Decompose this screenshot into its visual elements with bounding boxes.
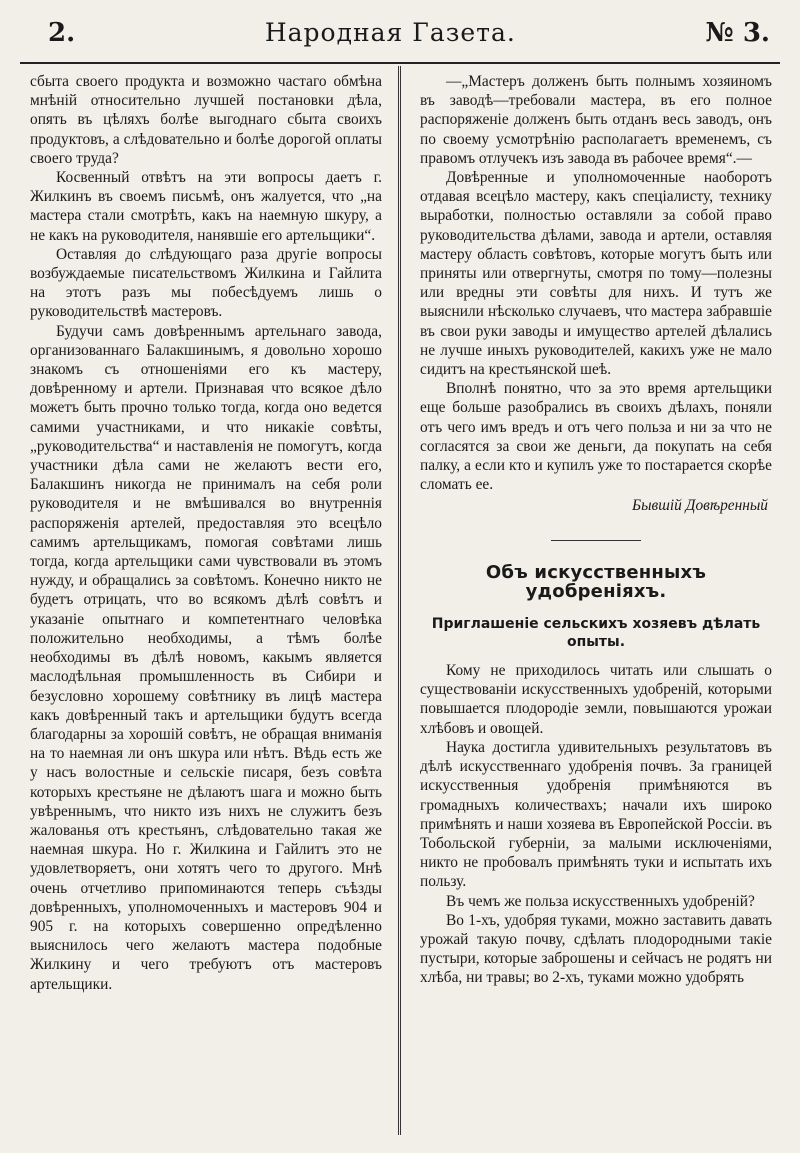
- column-divider: [398, 66, 401, 1135]
- author-signature: Бывшій Довѣренный: [632, 497, 768, 515]
- paragraph: сбыта своего продукта и возможно частаго обмѣна мнѣній относительно лучшей постановки дѣла, опять въ цѣляхъ болѣе выгоднаго сбыта своихъ продуктовъ, а слѣдовательно и болѣе дорогой оплаты своего труда?: [30, 73, 382, 167]
- paragraph: Будучи самъ довѣреннымъ артельнаго завода, организованнаго Балакшинымъ, я довольно хорошо знакомъ съ отношеніями его къ мастеру, довѣренному и артели. Признавая что всякое дѣло можетъ быть прочно только тогда, когда оно ведется самими участниками, и что никакіе совѣты, „руководительства“ и наставленія не помогутъ, когда участники дѣла сами не желаютъ вести его, Балакшинъ никогда не принималъ на себя роли руководителя и не вмѣшивался во внутреннія распоряженія артелей, предоставляя это всецѣло самимъ артельщикамъ, помогая совѣтами лишь тогда, когда артельщики сами чувствовали въ этомъ нужду, и обращались за совѣтомъ. Конечно никто не будетъ отрицать, что во всякомъ дѣлѣ совѣтъ и указаніе опытнаго и компетентнаго человѣка положительно необходимы, а тѣмъ болѣе необходимы въ дѣлѣ новомъ, какымъ является маслодѣльная промышленность въ Сибири и безусловно хорошему совѣтнику въ лицѣ мастера какъ довѣренный такъ и артельщики будутъ всегда благодарны за хорошій совѣтъ, не обращая вниманія на то наемная ли онъ шкура или нѣтъ. Вѣдь есть же у насъ волостные и сельскіе писаря, безъ совѣта которыхъ крестьяне не дѣлаютъ шага и можно быть увѣреннымъ, что никто изъ нихъ не служитъ безъ жалованья отъ крестьянъ, слѣдовательно такая же наемная шкура. Но г. Жилкина и Гайлитъ это не удовлетворяетъ, они хотятъ чего то другого. Мнѣ очень отчетливо припоминаются теперь съѣзды довѣренныхъ, уполномоченныхъ и мастеровъ 904 и 905 г. на которыхъ совершенно опредѣленно выяснилось чего желаютъ мастера подобные Жилкину и чего требуютъ отъ мастеровъ артельщики.: [30, 322, 382, 993]
- masthead-title: Народная Газета.: [264, 18, 516, 47]
- paragraph: Вполнѣ понятно, что за это время артельщики еще больше разобрались въ своихъ дѣлахъ, поняли отъ чего имъ вредъ и отъ чего польза и ни за что не согласятся за свои же деньги, да покупать на себя палку, а если кто и купилъ уже то постарается скорѣе сломать ее.: [420, 380, 772, 494]
- article-title: Объ искусственныхъ удобреніяхъ.: [485, 561, 707, 602]
- article-subtitle: Приглашеніе сельскихъ хозяевъ дѣлать опыты.: [431, 616, 761, 651]
- page-header: [20, 18, 780, 58]
- paragraph: Оставляя до слѣдующаго раза другіе вопросы возбуждаемые писательствомъ Жилкина и Гайлита на этотъ разъ мы побесѣдуемъ лишь о руководительствѣ мастеровъ.: [30, 245, 382, 321]
- header-rule: [20, 62, 780, 64]
- page-number: 2.: [48, 18, 76, 48]
- paragraph: Довѣренные и уполномоченные наоборотъ отдавая всецѣло мастеру, какъ спеціалисту, технику выработки, полностью оставляли за собой право руководительства дѣлами, завода и артели, оставляя мастеру область совѣтовъ, которые могутъ быть или приняты или отвергнуты, смотря по тому—полезны или вредны эти совѣты для нихъ. И тутъ же выяснили нѣсколько случаевъ, что мастера забравшіе въ свои руки заводы и имущество артелей дѣлались не лучше иныхъ руководителей, какихъ уже не мало сидитъ на крестьянской шеѣ.: [420, 169, 772, 379]
- left-column: [30, 72, 382, 994]
- right-column: [420, 72, 772, 988]
- article-separator: [551, 540, 641, 541]
- paragraph: Въ чемъ же польза искусственныхъ удобреній?: [446, 892, 755, 910]
- paragraph: Наука достигла удивительныхъ результатовъ въ дѣлѣ искусственнаго удобренія почвъ. За границей искусственныя удобренія примѣняются въ громадныхъ количествахъ; начали ихъ широко примѣнять и наши хозяева въ Европейской Россіи. въ Тобольской губерніи, за малыми исключеніями, никто не пробовалъ примѣнять туки и испытать ихъ пользу.: [420, 738, 772, 891]
- paragraph: Кому не приходилось читать или слышать о существованіи искусственныхъ удобреній, которыми повышается плодородіе земли, повышаются урожаи хлѣбовъ и овощей.: [420, 662, 772, 737]
- paragraph: —„Мастеръ долженъ быть полнымъ хозяиномъ въ заводѣ—требовали мастера, въ его полное распоряженіе долженъ быть отданъ весь заводъ, онъ по своему усмотрѣнію располагаетъ временемъ, съ правомъ отлучекъ изъ завода въ рабочее время“.—: [420, 73, 772, 167]
- issue-number: № 3.: [705, 18, 770, 48]
- paragraph: Во 1-хъ, удобряя туками, можно заставить давать урожай такую почву, сдѣлать плодородными такіе пустыри, которые заброшены и сейчасъ не родятъ ни хлѣба, ни травы; во 2-хъ, туками можно удобрять: [420, 911, 772, 987]
- paragraph: Косвенный отвѣтъ на эти вопросы даетъ г. Жилкинъ въ своемъ письмѣ, онъ жалуется, что „на мастера стали смотрѣть, какъ на наемную шкуру, а не какъ на руководителя, нанявшіе его артельщики“.: [30, 169, 382, 244]
